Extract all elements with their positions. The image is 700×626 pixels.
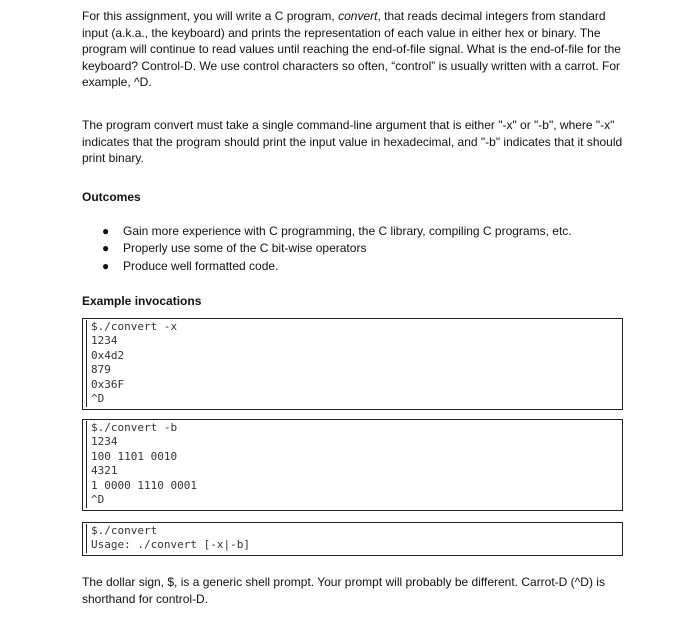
code-line: $./convert -b xyxy=(86,421,622,436)
outcome-text: Properly use some of the C bit-wise operators xyxy=(123,241,367,256)
intro-text-after: , that reads decimal integers from standard input (a.k.a., the keyboard) and prints the representation of each value in either hex or binary. The program will continue to read values until reaching the end-of-file signal. What is the end-of-file for the keyboard? Control-D. We use control characters so often, “control” is usually written with a carrot. For example, ^D. xyxy=(82,9,621,90)
program-name: convert xyxy=(338,9,378,23)
bullet-icon: ● xyxy=(102,258,110,273)
code-example-usage xyxy=(82,522,623,556)
code-line: 1 0000 1110 0001 xyxy=(86,479,622,494)
code-line: $./convert -x xyxy=(86,320,622,335)
list-item xyxy=(82,258,630,275)
outcome-text: Produce well formatted code. xyxy=(123,258,279,273)
outcomes-heading: Outcomes xyxy=(82,189,141,204)
code-line: 0x4d2 xyxy=(86,349,622,364)
code-line: ^D xyxy=(86,493,622,508)
outcome-text: Gain more experience with C programming, the C library, compiling C programs, etc. xyxy=(123,223,572,238)
outcomes-list xyxy=(82,223,630,275)
bullet-icon: ● xyxy=(102,223,110,238)
code-line: 100 1101 0010 xyxy=(86,450,622,465)
examples-heading: Example invocations xyxy=(82,293,202,308)
bullet-icon: ● xyxy=(102,241,110,256)
list-item xyxy=(82,240,630,257)
code-line: 879 xyxy=(86,363,622,378)
code-line: $./convert xyxy=(86,524,622,539)
code-example-binary xyxy=(82,419,623,511)
footer-paragraph: The dollar sign, $, is a generic shell prompt. Your prompt will probably be different. Carrot-D (^D) is shorthand for control-D. xyxy=(82,574,605,606)
code-line: 0x36F xyxy=(86,378,622,393)
code-line: 4321 xyxy=(86,464,622,479)
code-line: ^D xyxy=(86,392,622,407)
code-example-hex xyxy=(82,318,623,410)
assignment-document xyxy=(82,8,630,607)
code-line: Usage: ./convert [-x|-b] xyxy=(86,538,622,553)
code-line: 1234 xyxy=(86,435,622,450)
intro-paragraph xyxy=(82,8,630,91)
list-item xyxy=(82,223,630,240)
code-line: 1234 xyxy=(86,334,622,349)
intro-text-before: For this assignment, you will write a C program, xyxy=(82,9,339,23)
argument-paragraph: The program convert must take a single command-line argument that is either "-x" or "-b", where "-x" indicates that the program should print the input value in hexadecimal, and "-b" indicates that it should print binary. xyxy=(82,117,623,166)
